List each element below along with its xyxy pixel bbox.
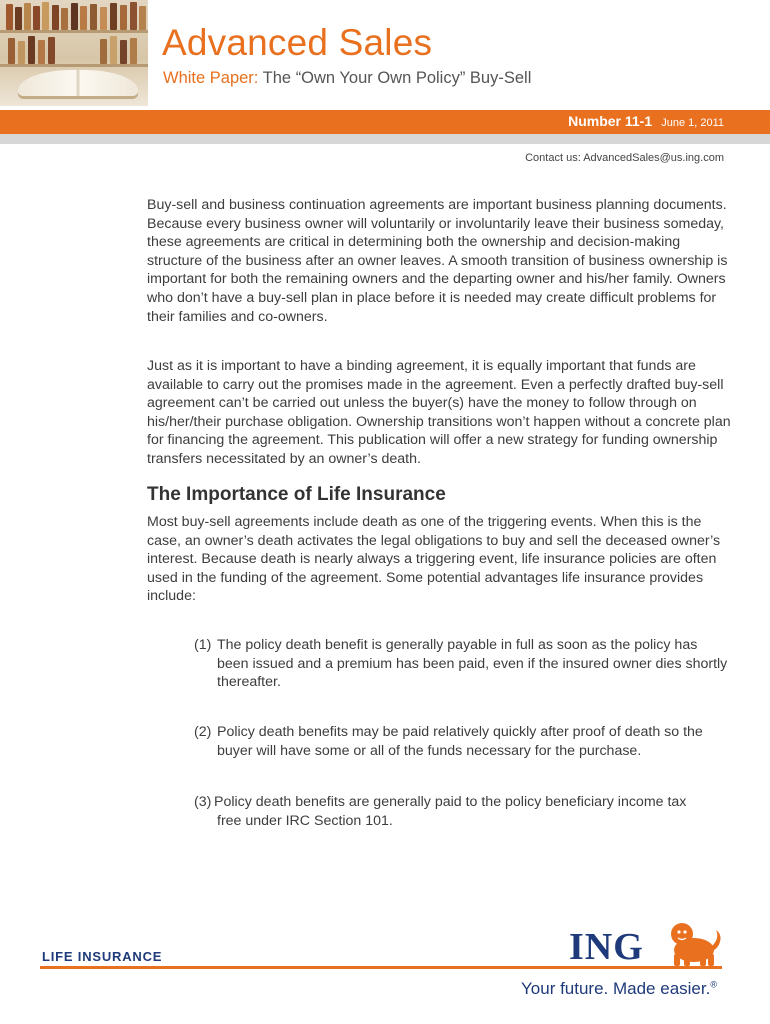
- list-item: [194, 793, 734, 830]
- issue-info: [568, 113, 724, 129]
- list-item: [194, 636, 734, 692]
- list-item: [194, 723, 734, 760]
- ing-logo-text: ING: [569, 926, 644, 968]
- contact-email[interactable]: Contact us: AdvancedSales@us.ing.com: [525, 152, 724, 164]
- lion-icon: [660, 920, 722, 968]
- life-insurance-paragraph: Most buy-sell agreements include death as one of the triggering events. When this is the case, an owner’s death activates the legal obligations to buy and sell the deceased owner’s interest. Because death is nearly always a triggering event, life insurance policies are often used in the funding of the agreement. Some potential advantages life insurance provides include:: [147, 514, 721, 605]
- subtitle-text: The “Own Your Own Policy” Buy-Sell: [262, 69, 532, 87]
- list-item-continuation: been issued and a premium has been paid, even if the insured owner dies shortly thereafter.: [217, 655, 728, 691]
- list-item-first-line: Policy death benefits are generally paid to the policy beneficiary income tax: [214, 794, 687, 810]
- list-item-continuation: free under IRC Section 101.: [217, 812, 393, 829]
- issue-number: Number 11-1: [568, 113, 653, 129]
- list-item-number: (3): [194, 794, 212, 810]
- list-item-first-line: The policy death benefit is generally payable in full as soon as the policy has: [217, 637, 698, 653]
- funding-paragraph: Just as it is important to have a binding agreement, it is equally important that funds are available to carry out the promises made in the agreement. Even a perfectly drafted buy-sell agreement can’t be carried out unless the buyer(s) have the money to follow through on his/her/their purchase obligation. Ownership transitions won’t happen without a concrete plan for financing the agreement. This publication will offer a new strategy for funding ownership transfers necessitated by an owner’s death.: [147, 358, 731, 467]
- page-title: Advanced Sales: [162, 22, 433, 63]
- header-photo: [0, 0, 148, 106]
- list-item-continuation: buyer will have some or all of the funds necessary for the purchase.: [217, 742, 642, 759]
- list-item-number: (2): [194, 724, 212, 740]
- page-subtitle: [163, 69, 531, 88]
- tagline: [521, 979, 717, 999]
- issue-date: June 1, 2011: [661, 117, 724, 129]
- list-item-number: (1): [194, 637, 212, 653]
- tagline-text: Your future. Made easier.: [521, 979, 711, 998]
- section-heading: The Importance of Life Insurance: [147, 484, 446, 505]
- list-item-first-line: Policy death benefits may be paid relatively quickly after proof of death so the: [217, 724, 703, 740]
- subtitle-label: White Paper:: [163, 69, 259, 87]
- registered-mark: ®: [710, 979, 717, 990]
- division-label: LIFE INSURANCE: [42, 949, 163, 964]
- intro-paragraph: Buy-sell and business continuation agreements are important business planning documents. Because every business owner will voluntarily or involuntarily leave their business someday, these agreements are critical in determining both the ownership and decision-making structure of the business after an owner leaves. A smooth transition of business ownership is important for both the remaining owners and the departing owner and his/her family. Owners who don’t have a buy-sell plan in place before it is needed may create difficult problems for their families and co-owners.: [147, 197, 728, 325]
- issue-bar-shadow: [0, 134, 770, 144]
- open-book-icon: [18, 70, 138, 96]
